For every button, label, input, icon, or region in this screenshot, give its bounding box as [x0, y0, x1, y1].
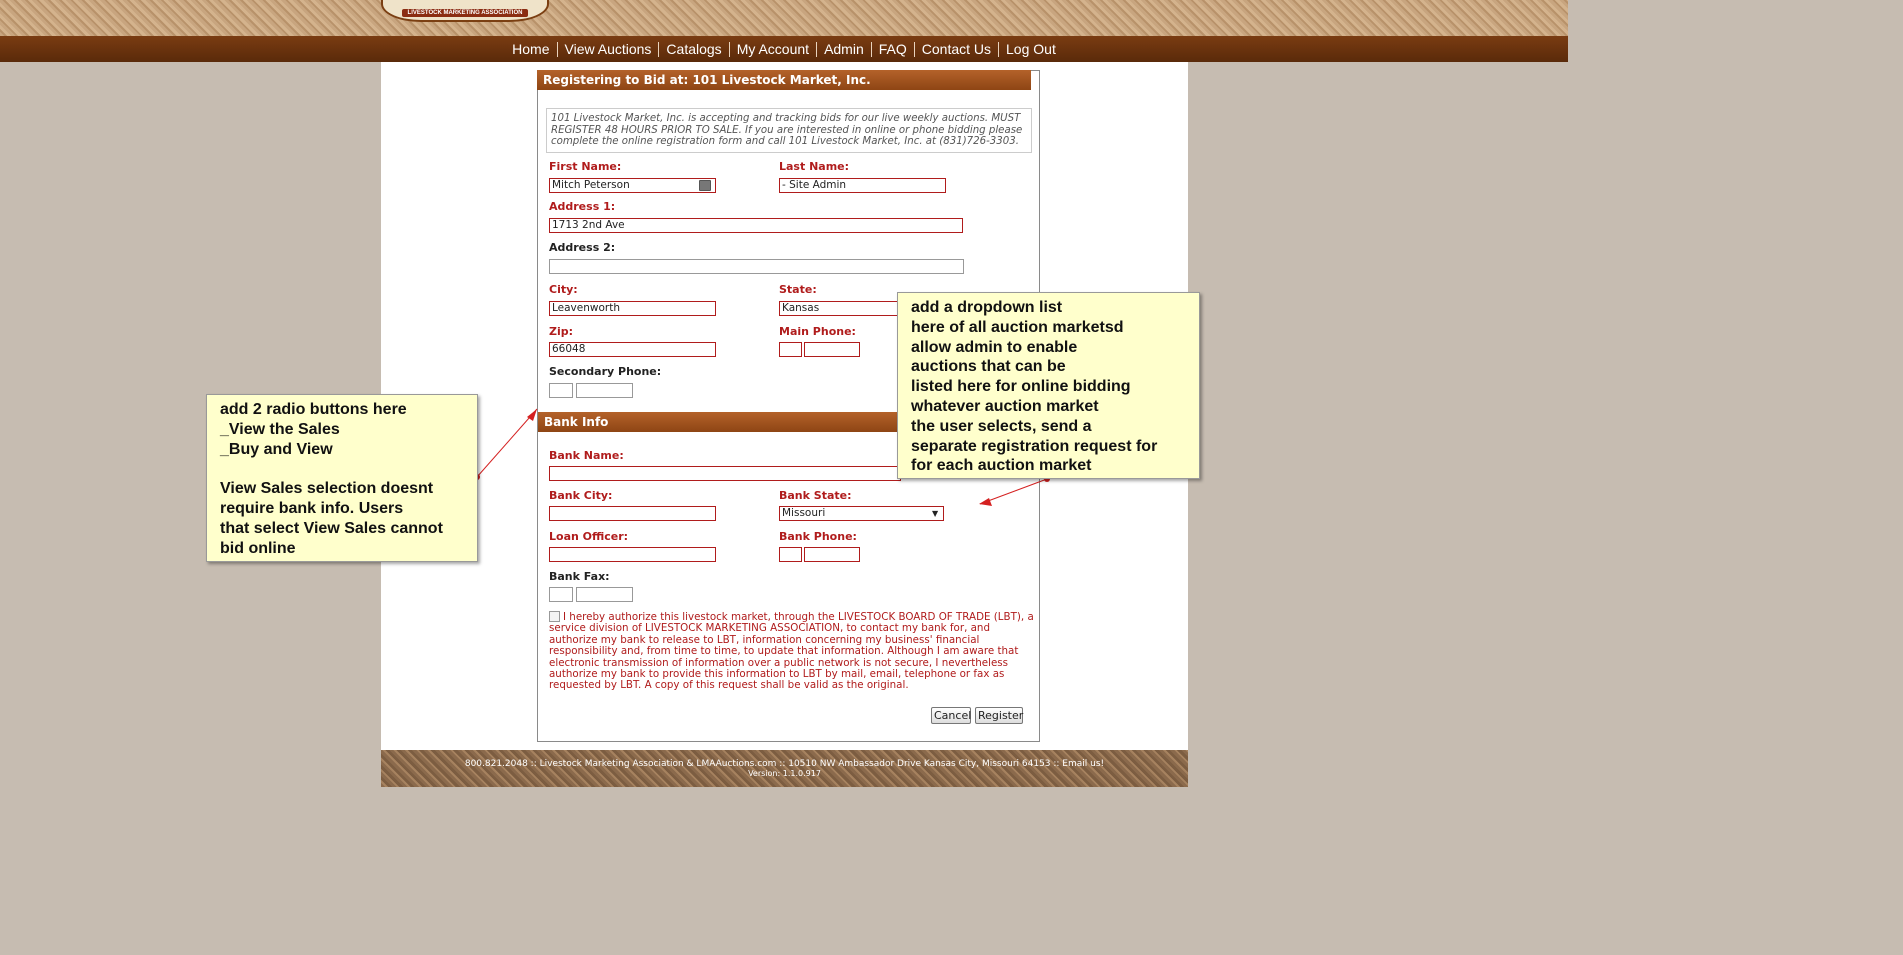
zip-input[interactable]: 66048: [549, 342, 716, 357]
nav-contact-us[interactable]: Contact Us: [921, 41, 992, 57]
zip-label: Zip:: [549, 325, 574, 338]
bank-state-select[interactable]: Missouri: [779, 506, 944, 521]
footer-contact: 800.821.2048 :: Livestock Marketing Association & LMAAuctions.com :: 10510 NW Ambassador Drive Kansas City, Missouri 64153 :: Email us!: [464, 759, 1105, 769]
bank-city-input[interactable]: [549, 506, 716, 521]
top-banner: [0, 0, 1568, 36]
city-label: City:: [549, 283, 578, 296]
intro-text: 101 Livestock Market, Inc. is accepting and tracking bids for our live weekly auctions. MUST REGISTER 48 HOURS PRIOR TO SALE. If you are interested in online or phone bidding please complete the online registration form and call 101 Livestock Market, Inc. at (831)726-3303.: [546, 108, 1032, 153]
bank-name-label: Bank Name:: [549, 449, 624, 462]
secondary-phone-number-input[interactable]: [576, 383, 633, 398]
bank-info-header: Bank Info: [538, 412, 898, 432]
bank-fax-number-input[interactable]: [576, 587, 633, 602]
register-button[interactable]: Register: [975, 707, 1023, 724]
nav-my-account[interactable]: My Account: [736, 41, 810, 57]
bank-fax-area-input[interactable]: [549, 587, 573, 602]
lma-logo[interactable]: [381, 0, 549, 22]
footer-version: Version: 1.1.0.917: [748, 769, 821, 778]
bank-fax-label: Bank Fax:: [549, 570, 610, 583]
address2-label: Address 2:: [549, 241, 616, 254]
address2-input[interactable]: [549, 259, 964, 274]
footer: [381, 750, 1188, 787]
address1-input[interactable]: 1713 2nd Ave: [549, 218, 963, 233]
nav-view-auctions[interactable]: View Auctions: [564, 41, 652, 57]
note-dropdown-list: add a dropdown list here of all auction marketsd allow admin to enable auctions that can be listed here for online bidding whatever auction market the user selects, send a separate registration request for for each auction market: [897, 292, 1200, 479]
nav-home[interactable]: Home: [512, 41, 550, 57]
form-title: Registering to Bid at: 101 Livestock Market, Inc.: [537, 70, 1031, 90]
nav-admin[interactable]: Admin: [824, 41, 864, 57]
main-nav: [0, 36, 1568, 62]
state-select[interactable]: Kansas: [779, 301, 901, 316]
nav-faq[interactable]: FAQ: [878, 41, 907, 57]
secondary-phone-label: Secondary Phone:: [549, 365, 662, 378]
bank-name-input[interactable]: [549, 466, 901, 481]
nav-log-out[interactable]: Log Out: [1006, 41, 1056, 57]
address1-label: Address 1:: [549, 200, 616, 213]
main-phone-area-input[interactable]: [779, 342, 802, 357]
dropdown-arrow-icon[interactable]: ▼: [932, 509, 939, 518]
loan-officer-label: Loan Officer:: [549, 530, 629, 543]
state-label: State:: [779, 283, 817, 296]
bank-phone-area-input[interactable]: [779, 547, 802, 562]
loan-officer-input[interactable]: [549, 547, 716, 562]
nav-catalogs[interactable]: Catalogs: [666, 41, 722, 57]
last-name-label: Last Name:: [779, 160, 850, 173]
cancel-button[interactable]: Cancel: [931, 707, 971, 724]
city-input[interactable]: Leavenworth: [549, 301, 716, 316]
secondary-phone-area-input[interactable]: [549, 383, 573, 398]
first-name-input[interactable]: Mitch Peterson: [549, 178, 716, 193]
note-radio-buttons: add 2 radio buttons here _View the Sales _Buy and View View Sales selection doesnt require bank info. Users that select View Sales cannot bid online: [206, 394, 478, 562]
bank-city-label: Bank City:: [549, 489, 613, 502]
authorization-text-content: I hereby authorize this livestock market, through the LIVESTOCK BOARD OF TRADE (LBT), a service division of LIVESTOCK MARKETING ASSOCIATION, to contact my bank for, and authorize my bank to release to LBT, information concerning my business' financial responsibility and, from time to time, to update that information. Although I am aware that electronic transmission of information over a public network is not secure, I nevertheless authorize my bank to provide this information to LBT by mail, email, telephone or fax as requested by LBT. A copy of this request shall be valid as the original.: [549, 611, 1034, 692]
bank-state-label: Bank State:: [779, 489, 852, 502]
authorization-text: [549, 612, 1035, 692]
first-name-label: First Name:: [549, 160, 622, 173]
main-phone-number-input[interactable]: [804, 342, 860, 357]
bank-phone-number-input[interactable]: [804, 547, 860, 562]
logo-text: LIVESTOCK MARKETING ASSOCIATION: [402, 9, 529, 17]
last-name-input[interactable]: - Site Admin: [779, 178, 946, 193]
contact-card-icon[interactable]: [699, 180, 711, 191]
bank-phone-label: Bank Phone:: [779, 530, 857, 543]
main-phone-label: Main Phone:: [779, 325, 856, 338]
